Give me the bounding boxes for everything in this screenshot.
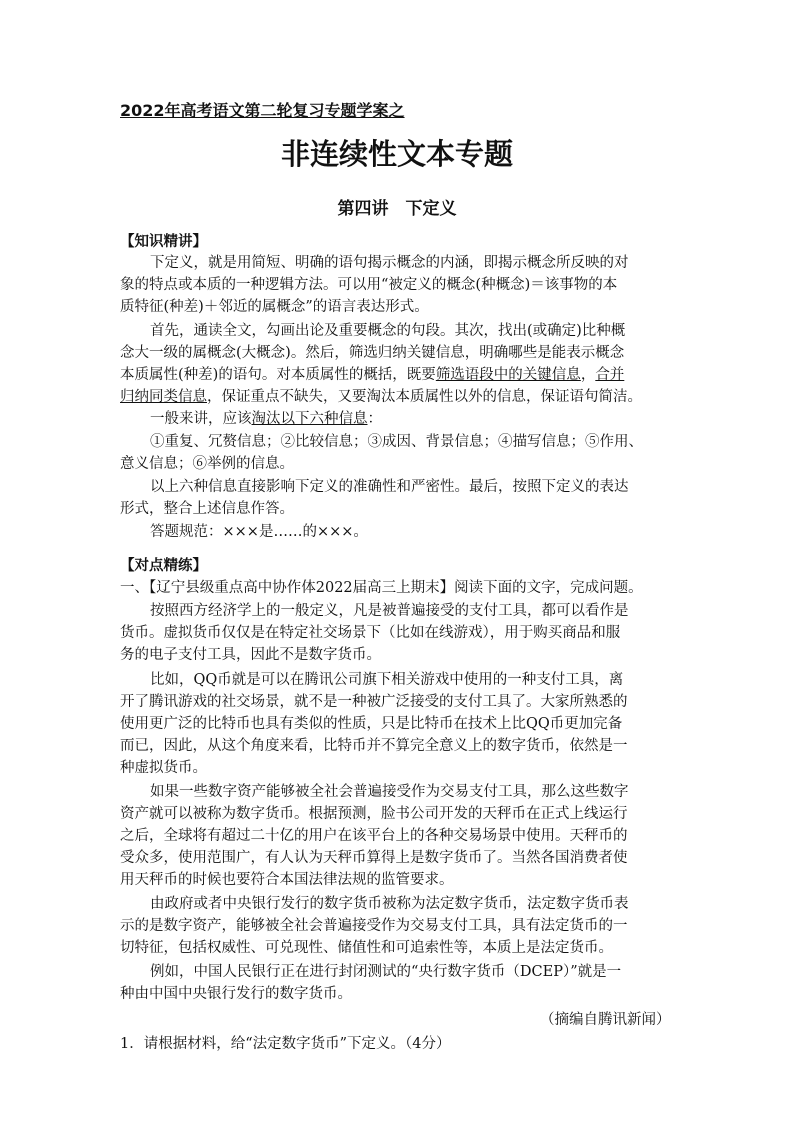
page-title: 非连续性文本专题 [280, 137, 513, 171]
key-info-phrase: 筛选语段中的关键信息 [435, 367, 581, 383]
knowledge-p2-line3 [120, 365, 624, 385]
article-p2-line1: 比如，QQ币就是可以在腾讯公司旗下相关游戏中使用的一种支付工具，离 [150, 672, 624, 688]
six-info-line1: ①重复、冗赘信息；②比较信息；③成因、背景信息；④描写信息；⑤作用、 [150, 434, 643, 450]
knowledge-p5-line1: 以上六种信息直接影响下定义的准确性和严密性。最后，按照下定义的表达 [150, 479, 629, 495]
article-p5-line2: 种由中国中央银行发行的数字货币。 [120, 986, 352, 1002]
p3-post: ： [367, 411, 382, 427]
lecture-title: 第四讲 下定义 [337, 199, 457, 219]
article-p2-line2: 开了腾讯游戏的社交场景，就不是一种被广泛接受的支付工具了。大家所熟悉的 [120, 694, 628, 710]
article-p1-line2: 货币。虚拟货币仅仅是在特定社交场景下（比如在线游戏），用于购买商品和服 [120, 625, 621, 641]
knowledge-p2-line2: 念大一级的属概念(大概念)。然后，筛选归纳关键信息，明确哪些是能表示概念 [120, 345, 625, 361]
article-p3-line3: 之后，全球将有超过二十亿的用户在该平台上的各种交易场景中使用。天秤币的 [120, 828, 628, 844]
article-p3-line1: 如果一些数字资产能够被全社会普遍接受作为交易支付工具，那么这些数字 [150, 784, 629, 800]
article-p5-line1: 例如，中国人民银行正在进行封闭测试的“央行数字货币（DCEP）”就是一 [150, 964, 622, 980]
knowledge-heading: 【知识精讲】 [120, 234, 207, 250]
p3-pre: 一般来讲，应该 [150, 411, 252, 427]
practice-heading: 【对点精练】 [120, 558, 207, 574]
article-p2-line3: 使用更广泛的比特币也具有类似的性质，只是比特币在技术上比QQ币更加完备 [120, 716, 623, 732]
question-intro: 一、【辽宁县级重点高中协作体2022届高三上期末】阅读下面的文字，完成问题。 [120, 580, 643, 596]
article-p3-line2: 资产就可以被称为数字货币。根据预测，脸书公司开发的天秤币在正式上线运行 [120, 806, 628, 822]
article-p3-line5: 用天秤币的时候也要符合本国法律法规的监管要求。 [120, 872, 454, 888]
p2-line3-text: 本质属性(种差)的语句。对本质属性的概括，既要 [120, 367, 436, 383]
source-note: （摘编自腾讯新闻） [540, 1012, 671, 1028]
p2-line3-sep: ， [580, 367, 596, 383]
induce-phrase: 归纳同类信息 [120, 389, 207, 405]
knowledge-p5-line2: 形式，整合上述信息作答。 [120, 501, 294, 517]
question-1: 1．请根据材料，给“法定数字货币”下定义。（4分） [120, 1036, 451, 1052]
article-p2-line5: 种虚拟货币。 [120, 760, 207, 776]
article-p1-line1: 按照西方经济学上的一般定义，凡是被普遍接受的支付工具，都可以看作是 [150, 603, 629, 619]
knowledge-p1-line2: 象的特点或本质的一种逻辑方法。可以用“被定义的概念(种概念)＝该事物的本 [120, 277, 618, 293]
knowledge-p1-line3: 质特征(种差)＋邻近的属概念”的语言表达形式。 [120, 299, 429, 315]
merge-phrase: 合并 [595, 367, 625, 383]
knowledge-p2-line4 [120, 387, 642, 407]
knowledge-p2-line1: 首先，通读全文，勾画出论及重要概念的句段。其次，找出(或确定)比种概 [150, 323, 626, 339]
article-p3-line4: 受众多，使用范围广，有人认为天秤币算得上是数字货币了。当然各国消费者使 [120, 850, 628, 866]
article-p2-line4: 而已，因此，从这个角度来看，比特币并不算完全意义上的数字货币，依然是一 [120, 738, 628, 754]
article-p1-line3: 务的电子支付工具，因此不是数字货币。 [120, 647, 381, 663]
series-title: 2022年高考语文第二轮复习专题学案之 [120, 101, 405, 120]
eliminate-phrase: 淘汰以下六种信息 [251, 411, 368, 427]
knowledge-p1-line1: 下定义，就是用简短、明确的语句揭示概念的内涵，即揭示概念所反映的对 [150, 255, 629, 271]
p2-line4-text: ，保证重点不缺失，又要淘汰本质属性以外的信息，保证语句简洁。 [207, 389, 642, 405]
six-info-line2: 意义信息；⑥举例的信息。 [120, 456, 294, 472]
article-p4-line1: 由政府或者中央银行发行的数字货币被称为法定数字货币，法定数字货币表 [150, 896, 629, 912]
article-p4-line2: 示的是数字资产，能够被全社会普遍接受作为交易支付工具，具有法定货币的一 [120, 918, 628, 934]
article-p4-line3: 切特征，包括权威性、可兑现性、储值性和可追索性等，本质上是法定货币。 [120, 940, 613, 956]
answer-format: 答题规范：×××是……的×××。 [150, 524, 368, 540]
knowledge-p3 [150, 409, 382, 429]
